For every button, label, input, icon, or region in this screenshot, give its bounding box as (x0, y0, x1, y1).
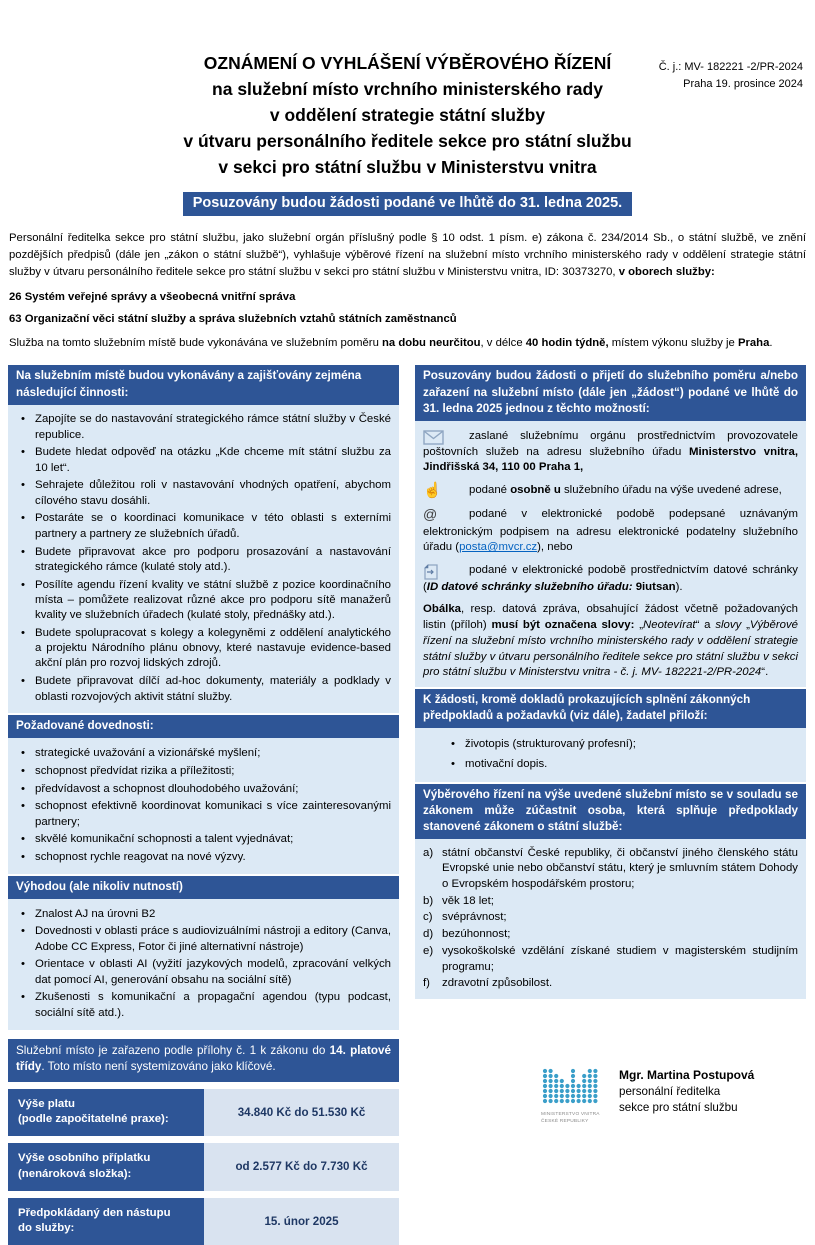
eligibility-item: d) bezúhonnost; (423, 928, 511, 941)
deadline-banner: Posuzovány budou žádosti podané ve lhůtě do 31. ledna 2025. (183, 192, 632, 216)
title-line: OZNÁMENÍ O VYHLÁŠENÍ VÝBĚROVÉHO ŘÍZENÍ (203, 53, 612, 73)
table-row-value: 34.840 Kč do 51.530 Kč (204, 1089, 399, 1136)
signature-area (541, 1067, 806, 1126)
list-item: • Zkušenosti s komunikační a propagační agendou (typu podcast, sociální sítě atd.). (16, 990, 391, 1021)
submission-method (423, 563, 798, 596)
table-row-value: od 2.577 Kč do 7.730 Kč (204, 1143, 399, 1190)
title-line: v sekci pro státní službu v Ministerstvu vnitra (218, 157, 597, 177)
list-item: • skvělé komunikační schopnosti a talent vyjednávat; (16, 832, 391, 847)
title-line: v útvaru personálního ředitele sekce pro státní službu (183, 131, 632, 151)
ministry-logo-caption: MINISTERSTVO VNITRA ČESKÉ REPUBLIKY (541, 1112, 600, 1125)
submission-method-text: podané v elektronické podobě prostřednictvím datové schránky (ID datové schránky služebního úřadu: 9iutsan). (423, 563, 798, 593)
list-item: • motivační dopis. (423, 757, 798, 772)
advantages-header: Výhodou (ale nikoliv nutností) (8, 876, 399, 899)
list-item: • životopis (strukturovaný profesní); (423, 737, 798, 752)
submission-method-text: zaslané služebnímu orgánu prostřednictvím provozovatele poštovních služeb na adresu služebního úřadu Ministerstvo vnitra, Jindřišská 34, 110 00 Praha 1, (423, 429, 798, 474)
list-item: • Budete připravovat dílčí ad-hoc dokumenty, materiály a podklady v oblasti rozvojových aktivit státní služby. (16, 674, 391, 705)
signatory-role-2: sekce pro státní službu (619, 1101, 738, 1115)
list-item: • Zapojíte se do nastavování strategického rámce státní služby v České republice. (16, 412, 391, 443)
envelope-icon (423, 429, 469, 445)
signature-block (619, 1067, 754, 1116)
ref-number: Č. j.: MV- 182221 -2/PR-2024 (658, 61, 803, 73)
document-meta (659, 59, 803, 92)
ministry-logo (541, 1067, 603, 1126)
salary-table (8, 1089, 399, 1245)
signatory-role-1: personální ředitelka (619, 1085, 721, 1099)
field-of-service-63: 63 Organizační věci státní služby a správa služebních vztahů státních zaměstnanců (9, 313, 457, 326)
list-item: • Orientace v oblasti AI (vyžití jazykových modelů, zpracování velkých dat pomocí AI, generování obsahu na sociální sítě) (16, 957, 391, 988)
eligibility-item: e) vysokoškolské vzdělání získané studiem v magisterském studijním programu; (423, 945, 798, 973)
signatory-name: Mgr. Martina Postupová (619, 1068, 755, 1083)
eligibility-item: a) státní občanství České republiky, či občanství jiného členského státu Evropské unie nebo občanství státu, který je smluvním státem Dohody o Evropském hospodářském prostoru; (423, 846, 798, 890)
eligibility-list (423, 846, 798, 992)
activities-header: Na služebním místě budou vykonávány a zajišťovány zejména následující činnosti: (8, 365, 399, 404)
submission-method (423, 483, 798, 501)
list-item: • Budete připravovat akce pro podporu prosazování a nastavování strategického rámce (kulaté stoly atd.). (16, 545, 391, 576)
two-column-layout (8, 363, 807, 1245)
eligibility-header: Výběrového řízení na výše uvedené služební místo se v souladu se zákonem může zúčastnit osoba, která splňuje předpoklady stanovené zákonem o státní službě: (415, 784, 806, 839)
list-item: • Znalost AJ na úrovni B2 (16, 907, 391, 922)
hand-icon: ☝ (423, 481, 442, 499)
submission-method (423, 507, 798, 556)
list-item: • předvídavost a schopnost dlouhodobého uvažování; (16, 782, 391, 797)
list-item: • Posílíte agendu řízení kvality ve státní službě z pozice koordinačního místa – pomůžete realizovat různé akce pro podporu sítě manažerů kvality ve služebních úřadech (kulaté stoly, přednášky atd.). (16, 578, 391, 624)
service-terms: Služba na tomto služebním místě bude vykonávána ve služebním poměru na dobu neurčitou, v délce 40 hodin týdně, místem výkonu služby je Praha. (9, 337, 773, 350)
envelope-labeling-note: Obálka, resp. datová zpráva, obsahující žádost včetně požadovaných listin (příloh) musí být označena slovy: „Neotevírat“ a slovy „Výběrové řízení na služební místo vrchního ministerského rady v oddělení strategie státní služby v útvaru personálního ředitele sekce pro státní službu v sekci pro státní službu v Ministerstvu vnitra - č. j. MV- 182221-2/PR-2024“. (423, 603, 799, 679)
salary-class-note: Služební místo je zařazeno podle přílohy č. 1 k zákonu do 14. platové třídy. Toto místo není systemizováno jako klíčové. (8, 1039, 399, 1082)
eligibility-item: b) věk 18 let; (423, 894, 494, 907)
deadline-banner-wrap (0, 192, 815, 216)
right-column (415, 363, 806, 1126)
title-line: na služební místo vrchního ministerského rady (212, 79, 603, 99)
left-column (8, 363, 399, 1245)
submission-method-text: podané v elektronické podobě podepsané uznávaným elektronickým podpisem na adresu elektronické podatelny služebního úřadu (posta@mvcr.cz), nebo (423, 508, 798, 554)
list-item: • schopnost předvídat rizika a příležitosti; (16, 764, 391, 779)
table-row (8, 1143, 399, 1190)
document-page (0, 50, 815, 1245)
activities-body (8, 405, 399, 714)
intro-paragraph: Personální ředitelka sekce pro státní službu, jako služební orgán příslušný podle § 10 odst. 1 písm. e) zákona č. 234/2014 Sb., o státní službě, ve znění pozdějších předpisů (dále jen „zákon o státní službě“), vyhlašuje výběrové řízení na služební místo vrchního ministerského rady v oddělení strategie státní služby v útvaru personálního ředitele sekce pro státní službu v sekci pro státní službu v Ministerstvu vnitra, ID: 30373270, v oborech služby: (9, 232, 806, 279)
table-row-label: Předpokládaný den nástupu do služby: (8, 1198, 204, 1245)
databox-icon (423, 563, 469, 580)
place-date: Praha 19. prosince 2024 (683, 77, 803, 90)
list-item: • schopnost rychle reagovat na nové výzvy. (16, 850, 391, 865)
skills-list (16, 746, 391, 865)
activities-list (16, 412, 391, 705)
table-row (8, 1089, 399, 1136)
advantages-list (16, 907, 391, 1021)
table-row-label: Výše platu (podle započitatelné praxe): (8, 1089, 204, 1136)
table-row-label: Výše osobního příplatku (nenároková složka): (8, 1143, 204, 1190)
eligibility-item: f) zdravotní způsobilost. (423, 977, 553, 990)
submission-header: Posuzovány budou žádosti o přijetí do služebního poměru a/nebo zařazení na služební místo (dále jen „žádost“) podané ve lhůtě do 31. ledna 2025 jednou z těchto možností: (415, 365, 806, 420)
submission-method (423, 429, 798, 476)
attachments-header: K žádosti, kromě dokladů prokazujících splnění zákonných předpokladů a požadavků (viz dále), žadatel přiloží: (415, 689, 806, 728)
submission-method-text: podané osobně u služebního úřadu na výše uvedené adrese, (469, 483, 782, 496)
advantages-body (8, 899, 399, 1029)
field-of-service-26: 26 Systém veřejné správy a všeobecná vnitřní správa (9, 291, 296, 304)
eligibility-item: c) svéprávnost; (423, 911, 507, 924)
email-link[interactable]: posta@mvcr.cz (459, 541, 538, 554)
list-item: • Postaráte se o koordinaci komunikace v této oblasti s externími partnery a partnery ze služebních úřadů. (16, 511, 391, 542)
eligibility-body (415, 839, 806, 999)
list-item: • Budete spolupracovat s kolegy a kolegyněmi z oddělení analytického a projektu Národního plánu obnovy, které nastavuje evidence-based akční plán pro rozvoj lidských zdrojů. (16, 626, 391, 672)
at-icon: @ (423, 506, 438, 523)
ministry-logo-icon (541, 1067, 599, 1107)
list-item: • Budete hledat odpověď na otázku „Kde chceme mít státní službu za 10 let“. (16, 445, 391, 476)
list-item: • strategické uvažování a vizionářské myšlení; (16, 746, 391, 761)
submission-body (415, 421, 806, 687)
list-item: • Dovednosti v oblasti práce s audiovizuálními nástroji a editory (Canva, Adobe CC Express, Fotor či jiné alternativní nástroje) (16, 924, 391, 955)
table-row-value: 15. únor 2025 (204, 1198, 399, 1245)
skills-body (8, 738, 399, 873)
skills-header: Požadované dovednosti: (8, 715, 399, 738)
attachments-body (415, 728, 806, 782)
list-item: • Sehrajete důležitou roli v nastavování vhodných opatření, abychom cílového stavu dosáhli. (16, 478, 391, 509)
list-item: • schopnost efektivně koordinovat komunikaci s více zainteresovanými partnery; (16, 799, 391, 830)
title-line: v oddělení strategie státní služby (269, 105, 546, 125)
table-row (8, 1198, 399, 1245)
attachments-list (423, 737, 798, 772)
